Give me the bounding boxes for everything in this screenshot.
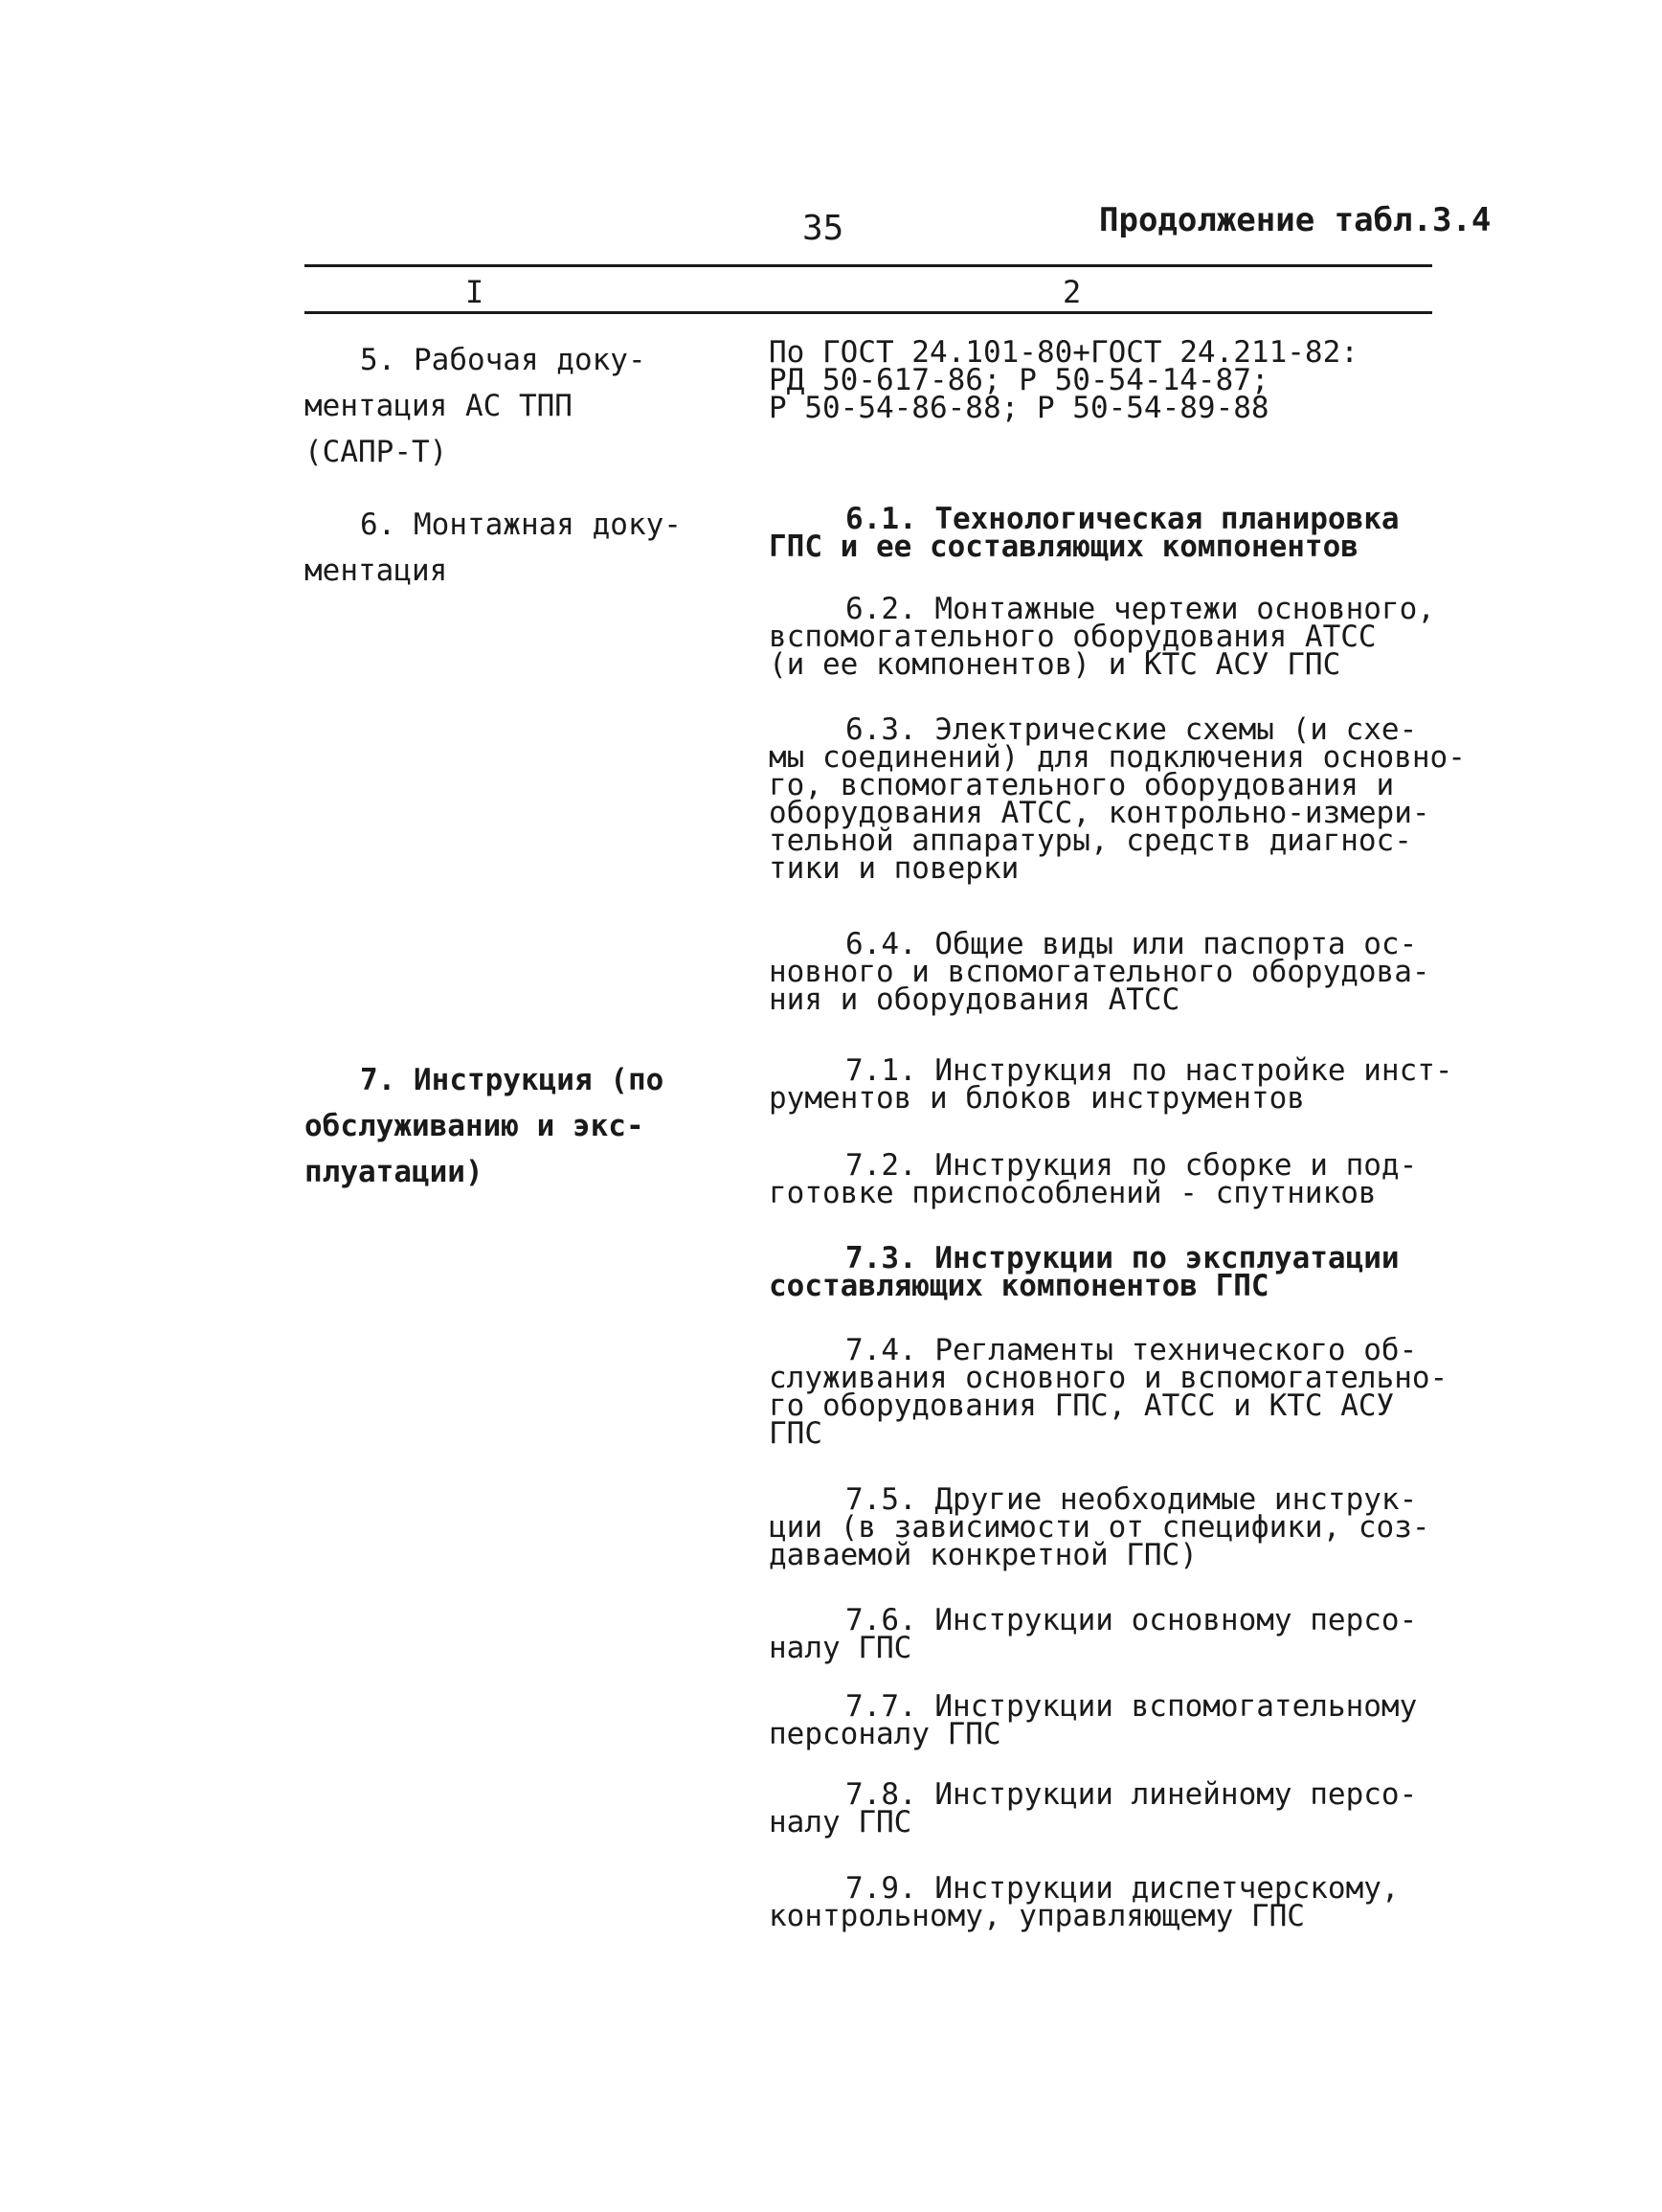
text-line: ния и оборудования АТСС: [769, 982, 1180, 1017]
text-line: составляющих компонентов ГПС: [769, 1269, 1269, 1303]
table-title: Продолжение табл.3.4: [1099, 201, 1492, 239]
text-line: (и ее компонентов) и КТС АСУ ГПС: [769, 647, 1341, 682]
text-line: 5. Рабочая доку-: [360, 343, 646, 377]
right-item-6-3: [769, 712, 1477, 886]
right-item-7-6: [769, 1603, 1477, 1665]
text-line: 7. Инструкция (по: [360, 1063, 664, 1097]
left-item-5: [304, 337, 726, 475]
column-header-1: I: [465, 274, 484, 310]
right-item-7-9: [769, 1871, 1477, 1933]
text-line: налу ГПС: [769, 1805, 912, 1840]
text-line: ГПС: [769, 1416, 822, 1451]
text-line: Р 50-54-86-88; Р 50-54-89-88: [769, 391, 1269, 425]
text-line: оборудования АТСС, контрольно-измери-: [769, 796, 1430, 830]
right-item-7-3: [769, 1241, 1477, 1303]
text-line: служивания основного и вспомогательно-: [769, 1361, 1449, 1395]
right-item-7-2: [769, 1148, 1477, 1210]
text-line: обслуживанию и экс-: [304, 1109, 644, 1143]
text-line: тики и поверки: [769, 851, 1020, 886]
right-item-7-7: [769, 1689, 1477, 1751]
text-line: 7.4. Регламенты технического об-: [845, 1333, 1418, 1367]
text-line: мы соединений) для подключения основно-: [769, 740, 1466, 775]
text-line: 6.1. Технологическая планировка: [845, 502, 1400, 536]
text-line: 6. Монтажная доку-: [360, 508, 682, 542]
right-item-7-4: [769, 1333, 1477, 1451]
text-line: 7.9. Инструкции диспетчерскому,: [845, 1871, 1400, 1906]
text-line: контрольному, управляющему ГПС: [769, 1899, 1305, 1933]
right-item-7-5: [769, 1482, 1477, 1572]
text-line: ГПС и ее составляющих компонентов: [769, 530, 1359, 564]
right-item-5: [769, 335, 1477, 425]
text-line: 7.1. Инструкция по настройке инст-: [845, 1053, 1453, 1088]
column-header-2: 2: [1063, 274, 1082, 310]
text-line: ции (в зависимости от специфики, соз-: [769, 1510, 1430, 1545]
text-line: 7.7. Инструкции вспомогательному: [845, 1689, 1418, 1724]
left-item-6: [304, 502, 726, 594]
right-item-7-8: [769, 1777, 1477, 1840]
right-item-6-4: [769, 927, 1477, 1017]
text-line: тельной аппаратуры, средств диагнос-: [769, 824, 1412, 858]
text-line: 6.4. Общие виды или паспорта ос-: [845, 927, 1418, 961]
text-line: плуатации): [304, 1155, 483, 1189]
text-line: 7.6. Инструкции основному персо-: [845, 1603, 1418, 1637]
right-item-6-2: [769, 592, 1477, 682]
text-line: 7.3. Инструкции по эксплуатации: [845, 1241, 1400, 1275]
left-item-7: [304, 1057, 726, 1195]
text-line: готовке приспособлений - спутников: [769, 1176, 1377, 1210]
top-rule: [304, 264, 1432, 267]
text-line: РД 50-617-86; Р 50-54-14-87;: [769, 363, 1269, 397]
right-item-6-1: [769, 502, 1477, 564]
text-line: налу ГПС: [769, 1631, 912, 1665]
text-line: По ГОСТ 24.101-80+ГОСТ 24.211-82:: [769, 335, 1359, 370]
text-line: даваемой конкретной ГПС): [769, 1538, 1198, 1572]
page-number: 35: [802, 209, 844, 248]
text-line: персоналу ГПС: [769, 1717, 1001, 1751]
text-line: 6.3. Электрические схемы (и схе-: [845, 712, 1418, 747]
text-line: (САПР-Т): [304, 435, 448, 469]
text-line: 7.2. Инструкция по сборке и под-: [845, 1148, 1418, 1183]
header-rule: [304, 311, 1432, 314]
text-line: 7.8. Инструкции линейному персо-: [845, 1777, 1418, 1812]
text-line: го, вспомогательного оборудования и: [769, 768, 1395, 802]
text-line: ментация: [304, 553, 448, 588]
right-item-7-1: [769, 1053, 1477, 1116]
text-line: новного и вспомогательного оборудова-: [769, 955, 1430, 989]
text-line: вспомогательного оборудования АТСС: [769, 620, 1377, 654]
text-line: го оборудования ГПС, АТСС и КТС АСУ: [769, 1388, 1395, 1423]
text-line: ментация АС ТПП: [304, 389, 573, 423]
text-line: 6.2. Монтажные чертежи основного,: [845, 592, 1435, 626]
text-line: 7.5. Другие необходимые инструк-: [845, 1482, 1418, 1517]
text-line: рументов и блоков инструментов: [769, 1081, 1305, 1116]
